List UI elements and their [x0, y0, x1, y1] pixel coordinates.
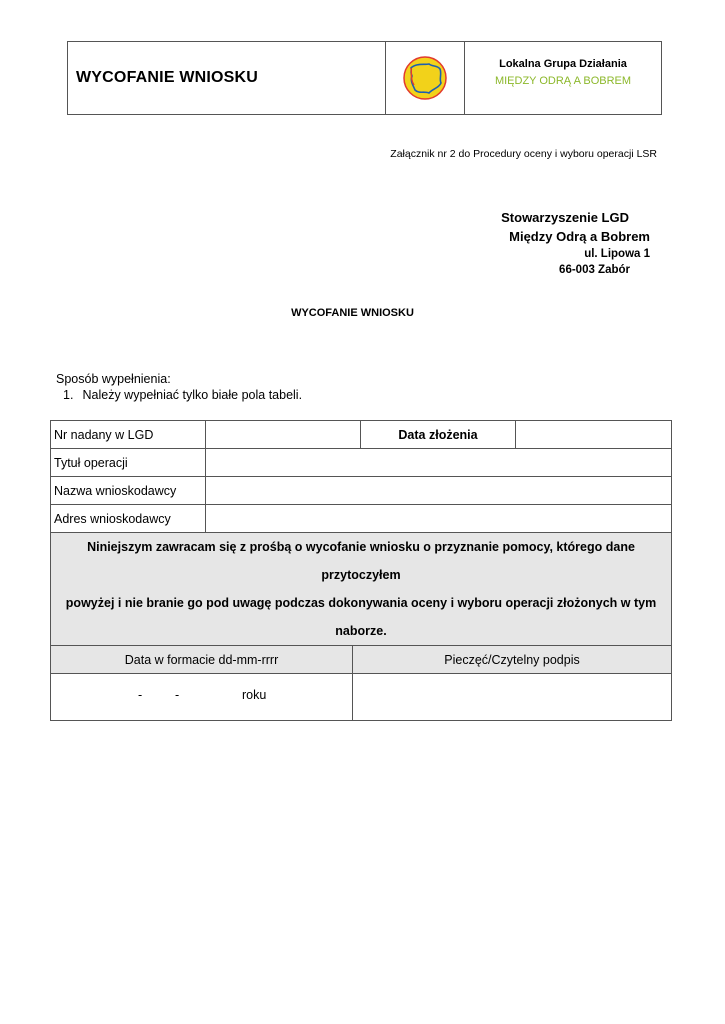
table-row — [51, 646, 672, 674]
signature-field[interactable] — [353, 674, 672, 721]
application-form-table — [50, 420, 672, 721]
org-name-line2: MIĘDZY ODRĄ A BOBREM — [494, 75, 632, 87]
table-row — [51, 477, 672, 505]
nazwa-field[interactable] — [206, 477, 672, 505]
lgd-logo-icon — [402, 55, 448, 101]
table-row — [51, 505, 672, 533]
tytul-label: Tytuł operacji — [51, 449, 206, 477]
recipient-address — [501, 208, 650, 278]
table-row — [51, 533, 672, 646]
instruction-number: 1. — [63, 388, 74, 402]
nazwa-label: Nazwa wnioskodawcy — [51, 477, 206, 505]
org-name-line1: Lokalna Grupa Działania — [499, 58, 627, 70]
recipient-line1: Stowarzyszenie LGD — [501, 210, 629, 225]
instruction-item — [56, 387, 302, 403]
nr-lgd-label: Nr nadany w LGD — [51, 421, 206, 449]
header-title: WYCOFANIE WNIOSKU — [68, 42, 386, 114]
table-row — [51, 674, 672, 721]
date-header: Data w formacie dd-mm-rrrr — [51, 646, 353, 674]
data-zlozenia-field[interactable] — [516, 421, 672, 449]
instructions — [56, 371, 302, 403]
header-org — [465, 42, 661, 114]
table-row — [51, 421, 672, 449]
nr-lgd-field[interactable] — [206, 421, 361, 449]
recipient-line4: 66-003 Zabór — [559, 264, 630, 276]
signature-header: Pieczęć/Czytelny podpis — [353, 646, 672, 674]
statement-line1: Niniejszym zawracam się z prośbą o wycofanie wniosku o przyznanie pomocy, którego dane przytoczyłem — [87, 540, 635, 582]
recipient-line3: ul. Lipowa 1 — [584, 248, 650, 260]
withdrawal-statement — [51, 533, 672, 646]
tytul-field[interactable] — [206, 449, 672, 477]
recipient-line2: Między Odrą a Bobrem — [509, 229, 650, 244]
statement-line2: powyżej i nie branie go pod uwagę podczas dokonywania oceny i wyboru operacji złożonych w tym naborze. — [65, 596, 657, 638]
instructions-heading: Sposób wypełnienia: — [56, 372, 171, 386]
date-field[interactable] — [51, 674, 353, 721]
document-title: WYCOFANIE WNIOSKU — [291, 307, 414, 319]
data-zlozenia-label: Data złożenia — [361, 421, 516, 449]
instruction-text: Należy wypełniać tylko białe pola tabeli. — [82, 388, 303, 402]
header-box — [67, 41, 662, 115]
table-row — [51, 449, 672, 477]
lgd-logo-icon — [386, 42, 465, 114]
adres-field[interactable] — [206, 505, 672, 533]
attachment-note: Załącznik nr 2 do Procedury oceny i wyboru operacji LSR — [390, 148, 657, 160]
date-separator: - — [138, 688, 143, 702]
adres-label: Adres wnioskodawcy — [51, 505, 206, 533]
date-suffix: roku — [242, 688, 267, 702]
date-separator: - — [175, 688, 180, 702]
